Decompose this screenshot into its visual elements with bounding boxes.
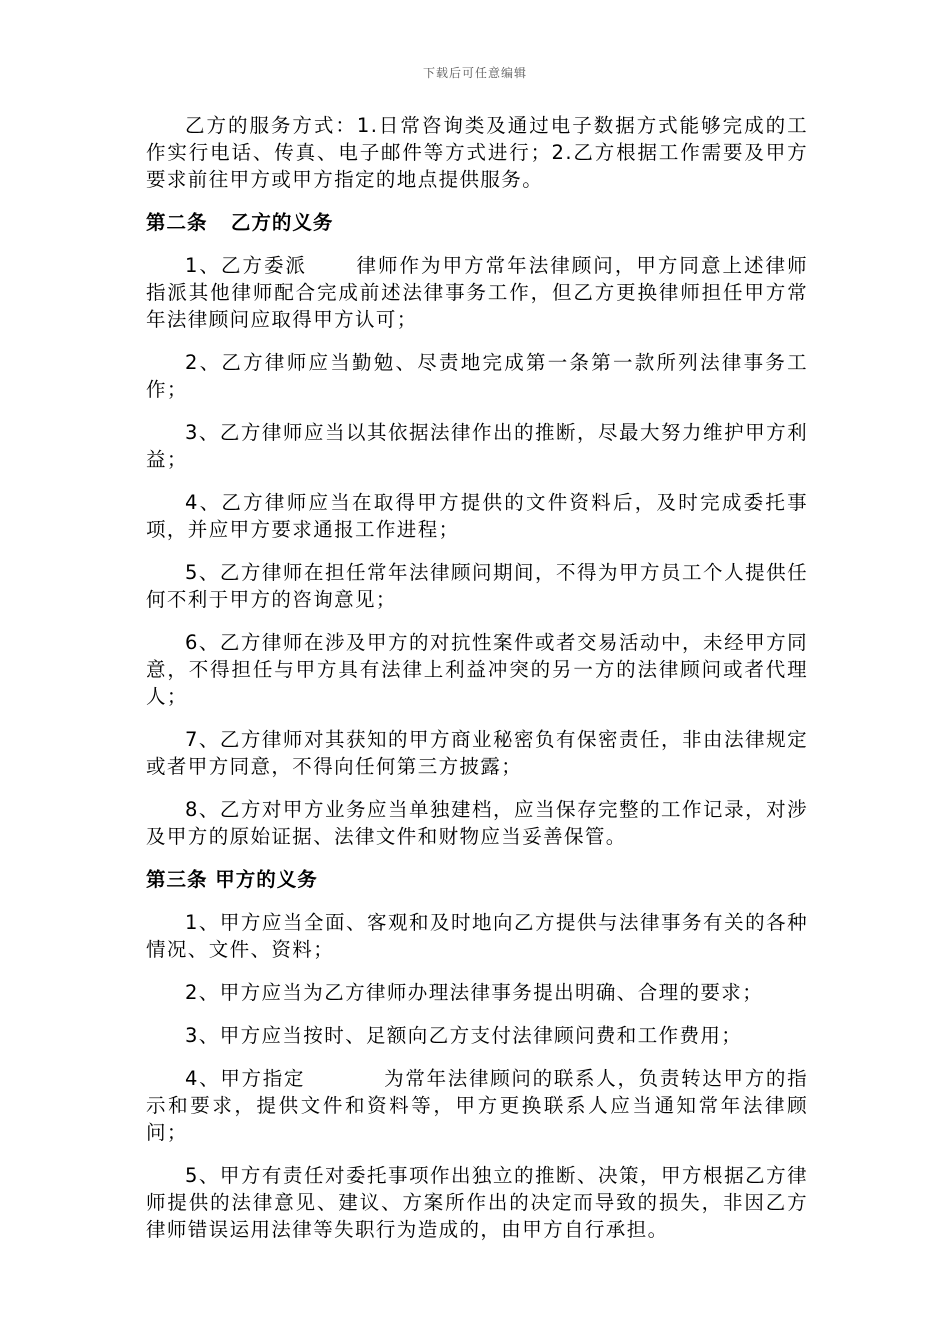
service-mode-paragraph: 乙方的服务方式：1.日常咨询类及通过电子数据方式能够完成的工作实行电话、传真、电子邮件等方式进行；2.乙方根据工作需要及甲方要求前往甲方或甲方指定的地点提供服务。 — [146, 114, 808, 191]
article-2-item-6: 6、乙方律师在涉及甲方的对抗性案件或者交易活动中，未经甲方同意，不得担任与甲方具有法律上利益冲突的另一方的法律顾问或者代理人； — [146, 631, 808, 708]
article-2-item-4: 4、乙方律师应当在取得甲方提供的文件资料后，及时完成委托事项，并应甲方要求通报工作进程； — [146, 491, 808, 541]
article-2-item-3: 3、乙方律师应当以其依据法律作出的推断，尽最大努力维护甲方利益； — [146, 421, 808, 471]
article-3-item-5: 5、甲方有责任对委托事项作出独立的推断、决策，甲方根据乙方律师提供的法律意见、建议、方案所作出的决定而导致的损失，非因乙方律师错误运用法律等失职行为造成的，由甲方自行承担。 — [146, 1164, 808, 1241]
article-3-heading: 第三条 甲方的义务 — [146, 868, 318, 891]
article-2-item-8: 8、乙方对甲方业务应当单独建档，应当保存完整的工作记录，对涉及甲方的原始证据、法律文件和财物应当妥善保管。 — [146, 798, 808, 848]
article-2-item-5: 5、乙方律师在担任常年法律顾问期间，不得为甲方员工个人提供任何不利于甲方的咨询意见； — [146, 561, 808, 611]
article-2-heading: 第二条 乙方的义务 — [146, 211, 334, 234]
article-3-item-2: 2、甲方应当为乙方律师办理法律事务提出明确、合理的要求； — [185, 981, 764, 1004]
page-header: 下载后可任意编辑 — [422, 66, 527, 80]
document-body — [146, 112, 808, 1259]
article-3-item-3: 3、甲方应当按时、足额向乙方支付法律顾问费和工作费用； — [185, 1024, 743, 1047]
article-2-item-7: 7、乙方律师对其获知的甲方商业秘密负有保密责任，非由法律规定或者甲方同意，不得向任何第三方披露； — [146, 728, 808, 778]
article-2-item-2: 2、乙方律师应当勤勉、尽责地完成第一条第一款所列法律事务工作； — [146, 351, 808, 401]
article-2-item-1: 1、乙方委派 律师作为甲方常年法律顾问，甲方同意上述律师指派其他律师配合完成前述法律事务工作，但乙方更换律师担任甲方常年法律顾问应取得甲方认可； — [146, 254, 808, 331]
article-3-item-4: 4、甲方指定 为常年法律顾问的联系人，负责转达甲方的指示和要求，提供文件和资料等，甲方更换联系人应当通知常年法律顾问； — [146, 1067, 808, 1144]
article-3-item-1: 1、甲方应当全面、客观和及时地向乙方提供与法律事务有关的各种情况、文件、资料； — [146, 911, 808, 961]
